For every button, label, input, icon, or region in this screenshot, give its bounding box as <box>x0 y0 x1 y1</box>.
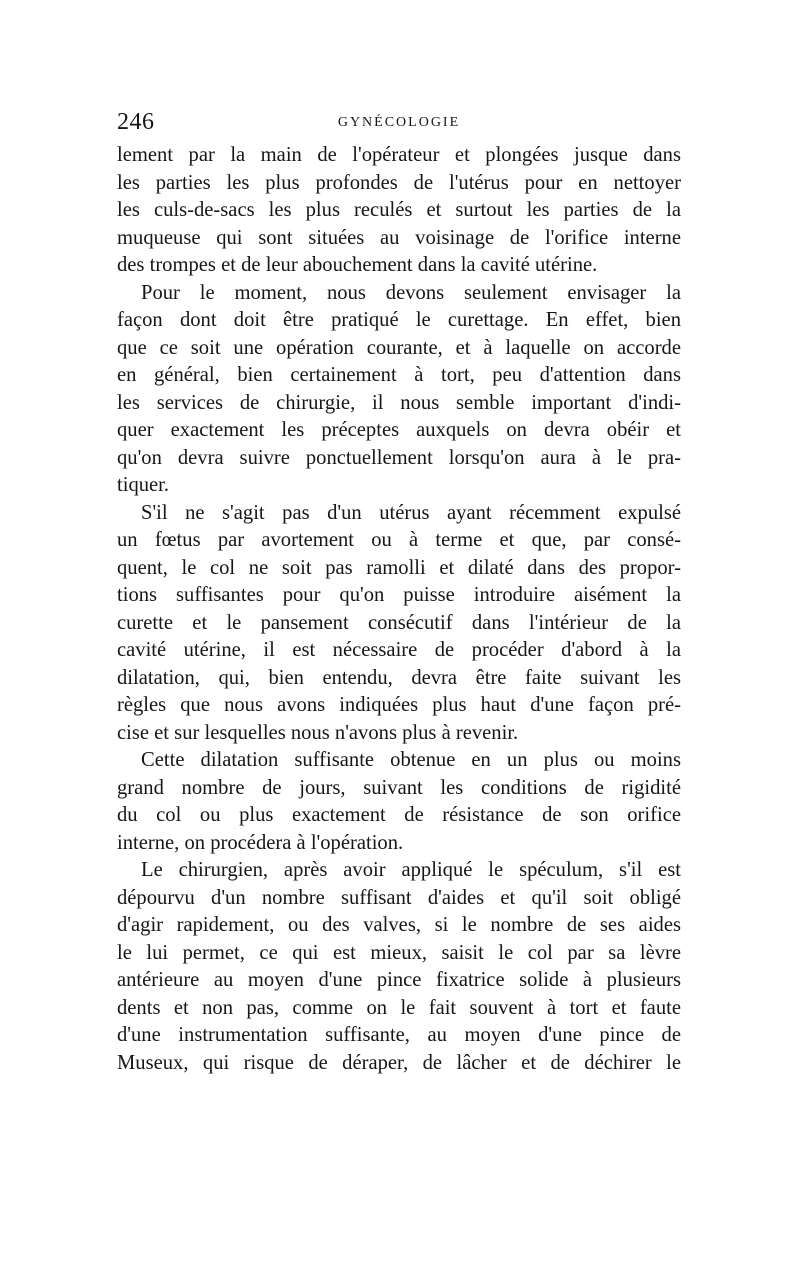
text-line: cavité utérine, il est nécessaire de procéder d'abord à la <box>117 639 681 661</box>
text-line: en général, bien certainement à tort, peu d'attention dans <box>117 364 681 386</box>
text-line: Cette dilatation suffisante obtenue en un plus ou moins <box>141 749 681 771</box>
text-line: dépourvu d'un nombre suffisant d'aides et qu'il soit obligé <box>117 886 681 909</box>
text-line: le lui permet, ce qui est mieux, saisit le col par sa lèvre <box>117 941 681 964</box>
paragraph <box>117 142 681 280</box>
text-line: Museux, qui risque de déraper, de lâcher et de déchirer le <box>117 1051 681 1074</box>
text-line: interne, on procédera à l'opération. <box>117 831 404 854</box>
paragraph <box>117 500 681 748</box>
paragraph <box>117 280 681 500</box>
text-line: curette et le pansement consécutif dans l'intérieur de la <box>117 611 681 634</box>
text-line: d'agir rapidement, ou des valves, si le nombre de ses aides <box>117 914 681 936</box>
text-line: les services de chirurgie, il nous semble important d'indi- <box>117 391 681 414</box>
text-line: antérieure au moyen d'une pince fixatrice solide à plusieurs <box>117 969 681 991</box>
text-line: Pour le moment, nous devons seulement envisager la <box>141 281 681 304</box>
text-line: quent, le col ne soit pas ramolli et dilaté dans des propor- <box>117 556 681 579</box>
body-text <box>117 142 681 1077</box>
text-line: les parties les plus profondes de l'utérus pour en nettoyer <box>117 171 681 194</box>
text-line: d'une instrumentation suffisante, au moyen d'une pince de <box>117 1024 681 1046</box>
book-page <box>117 102 681 1077</box>
text-line: un fœtus par avortement ou à terme et que, par consé- <box>117 529 681 551</box>
text-line: des trompes et de leur abouchement dans la cavité utérine. <box>117 254 598 276</box>
text-line: quer exactement les préceptes auxquels on devra obéir et <box>117 419 681 441</box>
text-line: dilatation, qui, bien entendu, devra être faite suivant les <box>117 666 681 689</box>
text-line: tiquer. <box>117 474 170 496</box>
text-line: cise et sur lesquelles nous n'avons plus à revenir. <box>117 721 519 744</box>
running-title: GYNÉCOLOGIE <box>337 115 461 130</box>
text-line: lement par la main de l'opérateur et plongées jusque dans <box>117 144 681 166</box>
text-line: qu'on devra suivre ponctuellement lorsqu'on aura à le pra- <box>117 446 681 469</box>
paragraph <box>117 747 681 857</box>
text-line: que ce soit une opération courante, et à laquelle on accorde <box>117 336 681 359</box>
text-line: façon dont doit être pratiqué le curettage. En effet, bien <box>117 309 681 331</box>
paragraph <box>117 857 681 1077</box>
text-line: tions suffisantes pour qu'on puisse introduire aisément la <box>117 584 681 606</box>
running-head <box>117 102 681 142</box>
text-line: du col ou plus exactement de résistance de son orifice <box>117 804 681 826</box>
text-line: Le chirurgien, après avoir appliqué le spéculum, s'il est <box>141 859 681 881</box>
text-line: règles que nous avons indiquées plus haut d'une façon pré- <box>117 694 681 716</box>
text-line: muqueuse qui sont situées au voisinage de l'orifice interne <box>117 226 681 249</box>
text-line: les culs-de-sacs les plus reculés et surtout les parties de la <box>117 199 681 221</box>
page-number: 246 <box>117 109 155 135</box>
text-line: grand nombre de jours, suivant les conditions de rigidité <box>117 776 681 799</box>
text-line: dents et non pas, comme on le fait souvent à tort et faute <box>117 996 681 1019</box>
text-line: S'il ne s'agit pas d'un utérus ayant récemment expulsé <box>141 501 681 524</box>
